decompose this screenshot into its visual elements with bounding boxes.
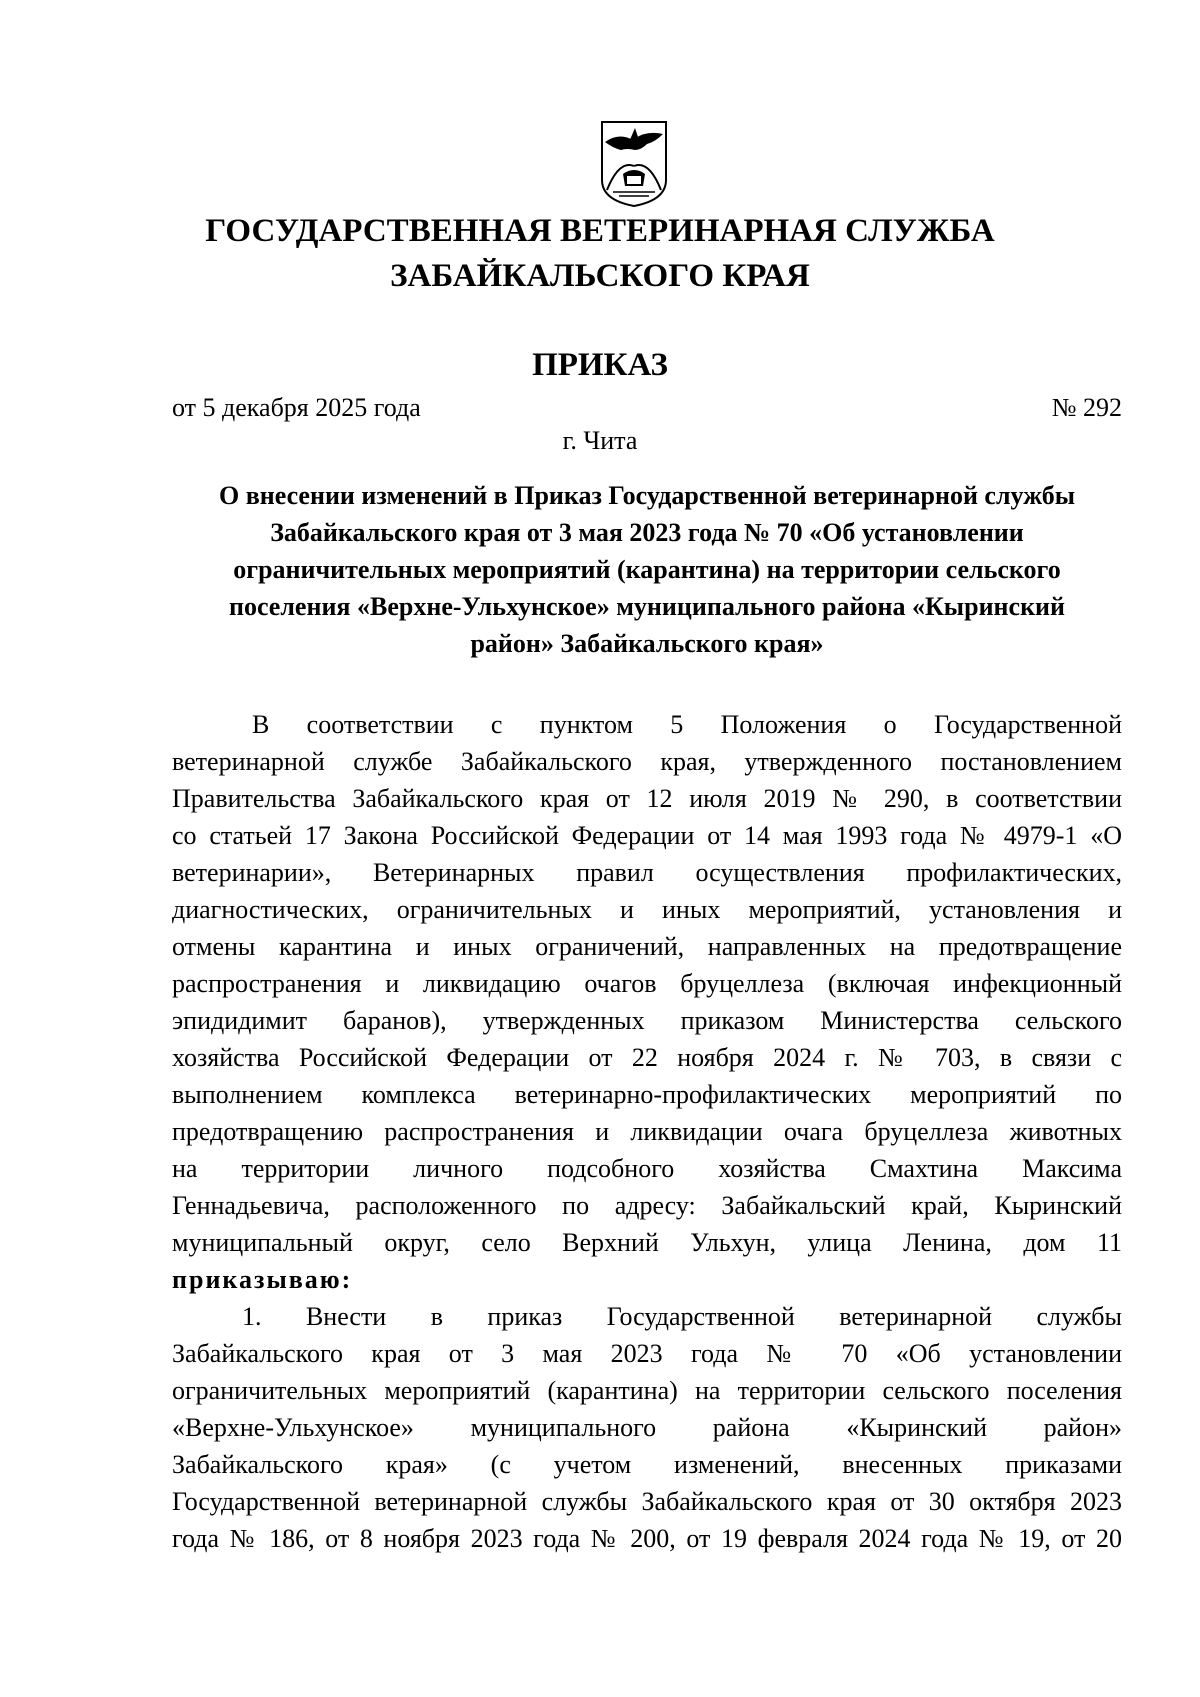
subject-line: район» Забайкальского края» [470, 629, 824, 658]
preamble-line: на территории личного подсобного хозяйства Смахтина Максима [172, 1154, 1122, 1183]
preamble-line: Правительства Забайкальского края от 12 июля 2019 № 290, в соответствии [172, 784, 1122, 813]
preamble-line: ветеринарной службе Забайкальского края, утвержденного постановлением [172, 747, 1122, 776]
preamble-line: эпидидимит баранов), утвержденных приказом Министерства сельского [172, 1006, 1122, 1035]
item-1-line: «Верхне-Ульхунское» муниципального района «Кыринский район» [172, 1413, 1122, 1442]
item-1-line: года № 186, от 8 ноября 2023 года № 200, от 19 февраля 2024 года № 19, от 20 [172, 1524, 1122, 1553]
agency-name-line-1: ГОСУДАРСТВЕННАЯ ВЕТЕРИНАРНАЯ СЛУЖБА [205, 213, 995, 249]
item-1-line: Забайкальского края» (с учетом изменений, внесенных приказами [172, 1450, 1122, 1479]
subject-line: О внесении изменений в Приказ Государственной ветеринарной службы [218, 481, 1076, 510]
preamble-line: В соответствии с пунктом 5 Положения о Государственной [252, 710, 1122, 739]
preamble-line: хозяйства Российской Федерации от 22 ноября 2024 г. № 703, в связи с [172, 1043, 1122, 1072]
preamble-line: со статьей 17 Закона Российской Федерации от 14 мая 1993 года № 4979-1 «О [172, 821, 1122, 850]
order-word: приказываю: [172, 1265, 353, 1294]
preamble-line: распространения и ликвидацию очагов бруцеллеза (включая инфекционный [172, 969, 1122, 998]
preamble-line: Геннадьевича, расположенного по адресу: Забайкальский край, Кыринский [172, 1191, 1122, 1220]
preamble-line: отмены карантина и иных ограничений, направленных на предотвращение [172, 932, 1122, 961]
preamble-line: ветеринарии», Ветеринарных правил осуществления профилактических, [172, 858, 1122, 887]
city-name: г. Чита [562, 426, 638, 455]
order-subject-heading [172, 477, 1122, 662]
preamble-line: выполнением комплекса ветеринарно-профилактических мероприятий по [172, 1080, 1122, 1109]
item-1-line: ограничительных мероприятий (карантина) на территории сельского поселения [172, 1376, 1122, 1405]
item-1-line: 1. Внести в приказ Государственной ветеринарной службы [242, 1302, 1122, 1331]
document-type-title: ПРИКАЗ [532, 347, 668, 383]
subject-line: поселения «Верхне-Ульхунское» муниципального района «Кыринский [228, 592, 1066, 621]
order-number: № 292 [1051, 393, 1122, 422]
subject-line: Забайкальского края от 3 мая 2023 года № 70 «Об установлении [270, 518, 1024, 547]
subject-line: ограничительных мероприятий (карантина) на территории сельского [233, 555, 1061, 584]
item-1-line: Государственной ветеринарной службы Забайкальского края от 30 октября 2023 [172, 1487, 1122, 1516]
preamble-line: муниципальный округ, село Верхний Ульхун, улица Ленина, дом 11 [172, 1228, 1122, 1257]
preamble-line: диагностических, ограничительных и иных мероприятий, установления и [172, 895, 1122, 924]
emblem-icon [599, 120, 669, 208]
preamble-line: предотвращению распространения и ликвидации очага бруцеллеза животных [172, 1117, 1122, 1146]
item-1-line: Забайкальского края от 3 мая 2023 года № 70 «Об установлении [172, 1339, 1122, 1368]
agency-name-line-2: ЗАБАЙКАЛЬСКОГО КРАЯ [390, 258, 810, 294]
order-date: от 5 декабря 2025 года [172, 393, 421, 422]
coat-of-arms-emblem [599, 120, 669, 208]
order-body [172, 706, 1122, 1557]
